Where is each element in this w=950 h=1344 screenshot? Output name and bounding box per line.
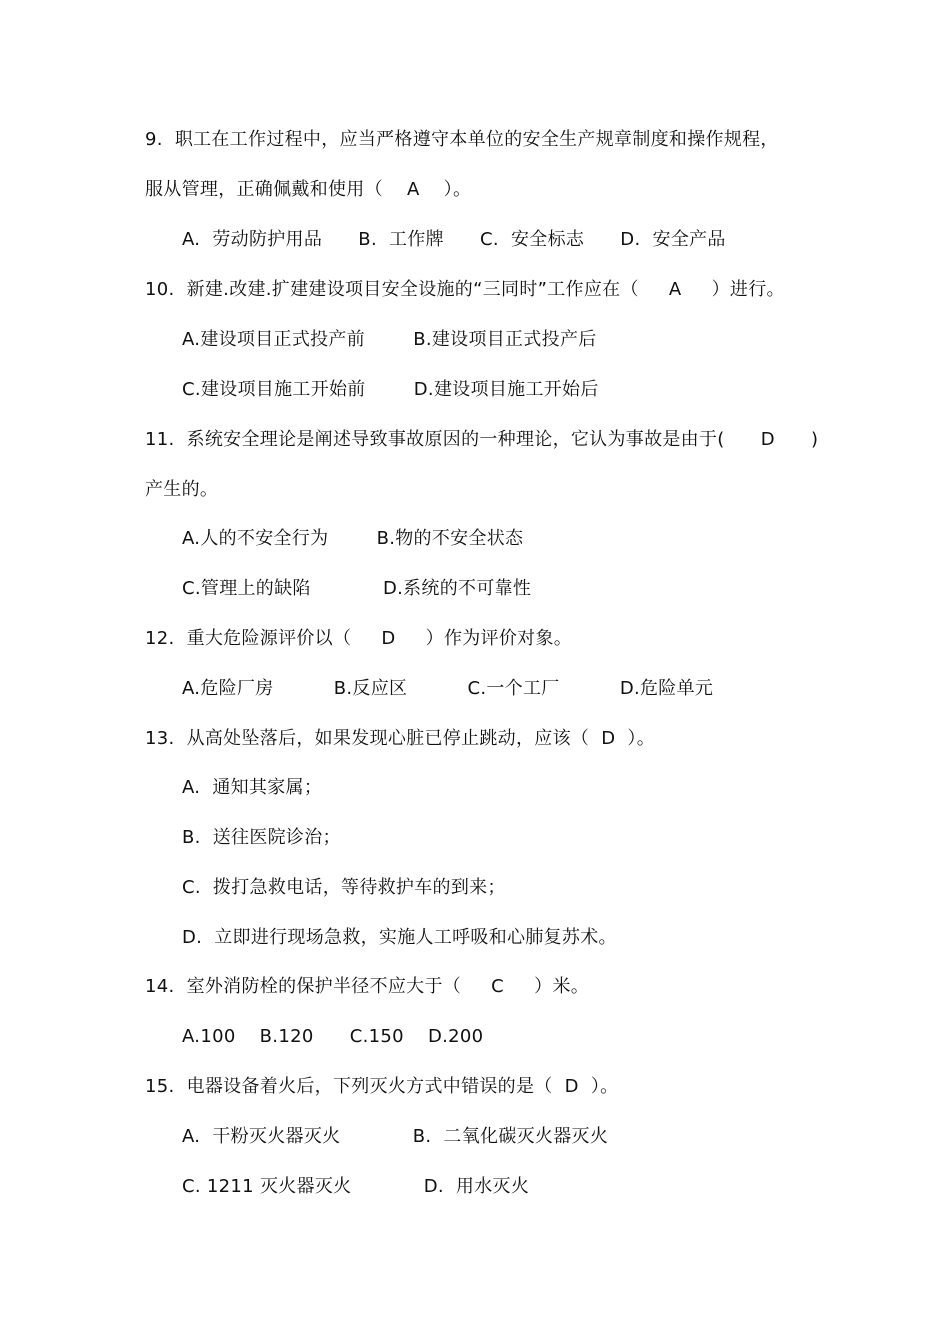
question-14-stem: 14. 室外消防栓的保护半径不应大于（ C ）米。 [145,976,590,997]
question-10-options-cd: C.建设项目施工开始前 D.建设项目施工开始后 [182,379,599,400]
question-11-stem-line-2: 产生的。 [145,479,219,500]
question-9-stem-line-1: 9. 职工在工作过程中，应当严格遵守本单位的安全生产规章制度和操作规程， [145,129,779,150]
question-10-options-ab: A.建设项目正式投产前 B.建设项目正式投产后 [182,329,597,350]
question-15-stem: 15. 电器设备着火后，下列灭火方式中错误的是（ D ）。 [145,1076,619,1097]
question-15-options-ab: A. 干粉灭火器灭火 B. 二氧化碳灭火器灭火 [182,1126,609,1147]
question-15-options-cd: C. 1211 灭火器灭火 D. 用水灭火 [182,1176,530,1197]
question-11-stem-line-1: 11. 系统安全理论是阐述导致事故原因的一种理论，它认为事故是由于( D ) [145,429,819,450]
question-13-option-a: A. 通知其家属； [182,777,323,798]
question-9-options: A. 劳动防护用品 B. 工作牌 C. 安全标志 D. 安全产品 [182,229,726,250]
question-14-options: A.100 B.120 C.150 D.200 [182,1026,484,1047]
question-10-stem: 10. 新建.改建.扩建建设项目安全设施的“三同时”工作应在（ A ）进行。 [145,279,785,300]
question-13-stem: 13. 从高处坠落后，如果发现心脏已停止跳动，应该（ D ）。 [145,728,656,749]
question-9-stem-line-2: 服从管理，正确佩戴和使用（ A ）。 [145,179,472,200]
question-13-option-c: C. 拨打急救电话，等待救护车的到来； [182,877,506,898]
question-11-options-ab: A.人的不安全行为 B.物的不安全状态 [182,528,524,549]
question-13-option-d: D. 立即进行现场急救，实施人工呼吸和心肺复苏术。 [182,927,617,948]
question-12-options: A.危险厂房 B.反应区 C.一个工厂 D.危险单元 [182,678,714,699]
question-11-options-cd: C.管理上的缺陷 D.系统的不可靠性 [182,578,532,599]
question-12-stem: 12. 重大危险源评价以（ D ）作为评价对象。 [145,628,573,649]
question-13-option-b: B. 送往医院诊治； [182,827,341,848]
